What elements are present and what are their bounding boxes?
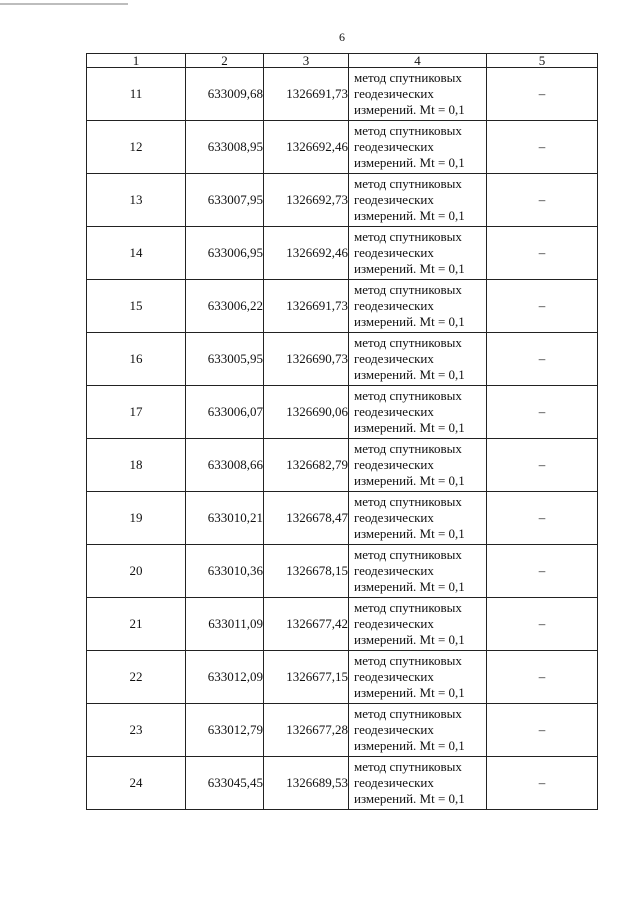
method-cell [349,598,487,651]
method-line: геодезических [354,669,434,684]
method-line: измерений. Mt = 0,1 [354,526,465,541]
method-line: геодезических [354,510,434,525]
x-coordinate-cell: 633007,95 [186,174,264,227]
method-line: метод спутниковых [354,70,462,85]
method-line: метод спутниковых [354,653,462,668]
point-number-cell: 11 [87,68,186,121]
table-row [87,704,598,757]
table-row [87,174,598,227]
point-number-cell: 17 [87,386,186,439]
y-coordinate-cell: 1326678,15 [264,545,349,598]
point-number-cell: 22 [87,651,186,704]
x-coordinate-cell: 633010,21 [186,492,264,545]
x-coordinate-cell: 633009,68 [186,68,264,121]
method-line: метод спутниковых [354,494,462,509]
x-coordinate-cell: 633012,09 [186,651,264,704]
method-line: измерений. Mt = 0,1 [354,208,465,223]
table-row [87,227,598,280]
table-row [87,651,598,704]
note-cell: – [487,757,598,810]
method-line: измерений. Mt = 0,1 [354,579,465,594]
coordinates-table [86,53,598,810]
method-cell [349,386,487,439]
x-coordinate-cell: 633011,09 [186,598,264,651]
table-row [87,68,598,121]
x-coordinate-cell: 633045,45 [186,757,264,810]
header-cell-2: 2 [186,54,264,68]
method-line: геодезических [354,722,434,737]
method-line: геодезических [354,86,434,101]
method-cell [349,492,487,545]
note-cell: – [487,651,598,704]
point-number-cell: 13 [87,174,186,227]
x-coordinate-cell: 633008,95 [186,121,264,174]
method-cell [349,757,487,810]
method-cell [349,545,487,598]
method-cell [349,280,487,333]
method-line: измерений. Mt = 0,1 [354,314,465,329]
method-line: метод спутниковых [354,229,462,244]
method-cell [349,121,487,174]
x-coordinate-cell: 633012,79 [186,704,264,757]
table-row [87,439,598,492]
y-coordinate-cell: 1326682,79 [264,439,349,492]
method-line: геодезических [354,298,434,313]
note-cell: – [487,439,598,492]
x-coordinate-cell: 633010,36 [186,545,264,598]
point-number-cell: 15 [87,280,186,333]
method-line: метод спутниковых [354,123,462,138]
method-line: геодезических [354,351,434,366]
method-line: метод спутниковых [354,759,462,774]
point-number-cell: 24 [87,757,186,810]
page-number: 6 [339,30,345,44]
note-cell: – [487,174,598,227]
method-line: метод спутниковых [354,600,462,615]
x-coordinate-cell: 633008,66 [186,439,264,492]
method-line: метод спутниковых [354,706,462,721]
method-line: метод спутниковых [354,388,462,403]
method-line: измерений. Mt = 0,1 [354,367,465,382]
x-coordinate-cell: 633005,95 [186,333,264,386]
note-cell: – [487,386,598,439]
method-line: метод спутниковых [354,335,462,350]
table-row [87,280,598,333]
table-row [87,492,598,545]
table-row [87,545,598,598]
x-coordinate-cell: 633006,95 [186,227,264,280]
method-line: геодезических [354,457,434,472]
method-line: геодезических [354,245,434,260]
method-cell [349,651,487,704]
method-line: измерений. Mt = 0,1 [354,420,465,435]
y-coordinate-cell: 1326692,46 [264,227,349,280]
table-row [87,121,598,174]
method-line: геодезических [354,775,434,790]
header-cell-1: 1 [87,54,186,68]
method-line: измерений. Mt = 0,1 [354,473,465,488]
y-coordinate-cell: 1326677,15 [264,651,349,704]
method-cell [349,174,487,227]
note-cell: – [487,280,598,333]
note-cell: – [487,333,598,386]
note-cell: – [487,492,598,545]
method-cell [349,227,487,280]
header-cell-5: 5 [487,54,598,68]
point-number-cell: 20 [87,545,186,598]
note-cell: – [487,121,598,174]
header-cell-3: 3 [264,54,349,68]
x-coordinate-cell: 633006,22 [186,280,264,333]
y-coordinate-cell: 1326692,46 [264,121,349,174]
y-coordinate-cell: 1326692,73 [264,174,349,227]
y-coordinate-cell: 1326689,53 [264,757,349,810]
method-line: метод спутниковых [354,176,462,191]
note-cell: – [487,227,598,280]
y-coordinate-cell: 1326677,42 [264,598,349,651]
scan-edge-mark [0,3,128,5]
method-line: измерений. Mt = 0,1 [354,632,465,647]
method-line: измерений. Mt = 0,1 [354,738,465,753]
point-number-cell: 14 [87,227,186,280]
note-cell: – [487,545,598,598]
y-coordinate-cell: 1326678,47 [264,492,349,545]
point-number-cell: 19 [87,492,186,545]
table-row [87,598,598,651]
method-cell [349,439,487,492]
method-line: метод спутниковых [354,547,462,562]
note-cell: – [487,704,598,757]
method-cell [349,704,487,757]
method-line: метод спутниковых [354,282,462,297]
method-line: геодезических [354,139,434,154]
method-cell [349,68,487,121]
x-coordinate-cell: 633006,07 [186,386,264,439]
y-coordinate-cell: 1326690,73 [264,333,349,386]
method-line: измерений. Mt = 0,1 [354,685,465,700]
note-cell: – [487,598,598,651]
point-number-cell: 12 [87,121,186,174]
point-number-cell: 18 [87,439,186,492]
method-line: геодезических [354,563,434,578]
y-coordinate-cell: 1326691,73 [264,280,349,333]
method-line: измерений. Mt = 0,1 [354,102,465,117]
y-coordinate-cell: 1326690,06 [264,386,349,439]
method-line: геодезических [354,404,434,419]
y-coordinate-cell: 1326677,28 [264,704,349,757]
method-line: метод спутниковых [354,441,462,456]
table-row [87,757,598,810]
method-line: измерений. Mt = 0,1 [354,261,465,276]
method-line: измерений. Mt = 0,1 [354,791,465,806]
method-line: геодезических [354,192,434,207]
table-header-row [87,54,598,68]
header-cell-4: 4 [349,54,487,68]
point-number-cell: 16 [87,333,186,386]
point-number-cell: 21 [87,598,186,651]
method-line: геодезических [354,616,434,631]
note-cell: – [487,68,598,121]
method-cell [349,333,487,386]
table-row [87,333,598,386]
table-row [87,386,598,439]
point-number-cell: 23 [87,704,186,757]
y-coordinate-cell: 1326691,73 [264,68,349,121]
method-line: измерений. Mt = 0,1 [354,155,465,170]
